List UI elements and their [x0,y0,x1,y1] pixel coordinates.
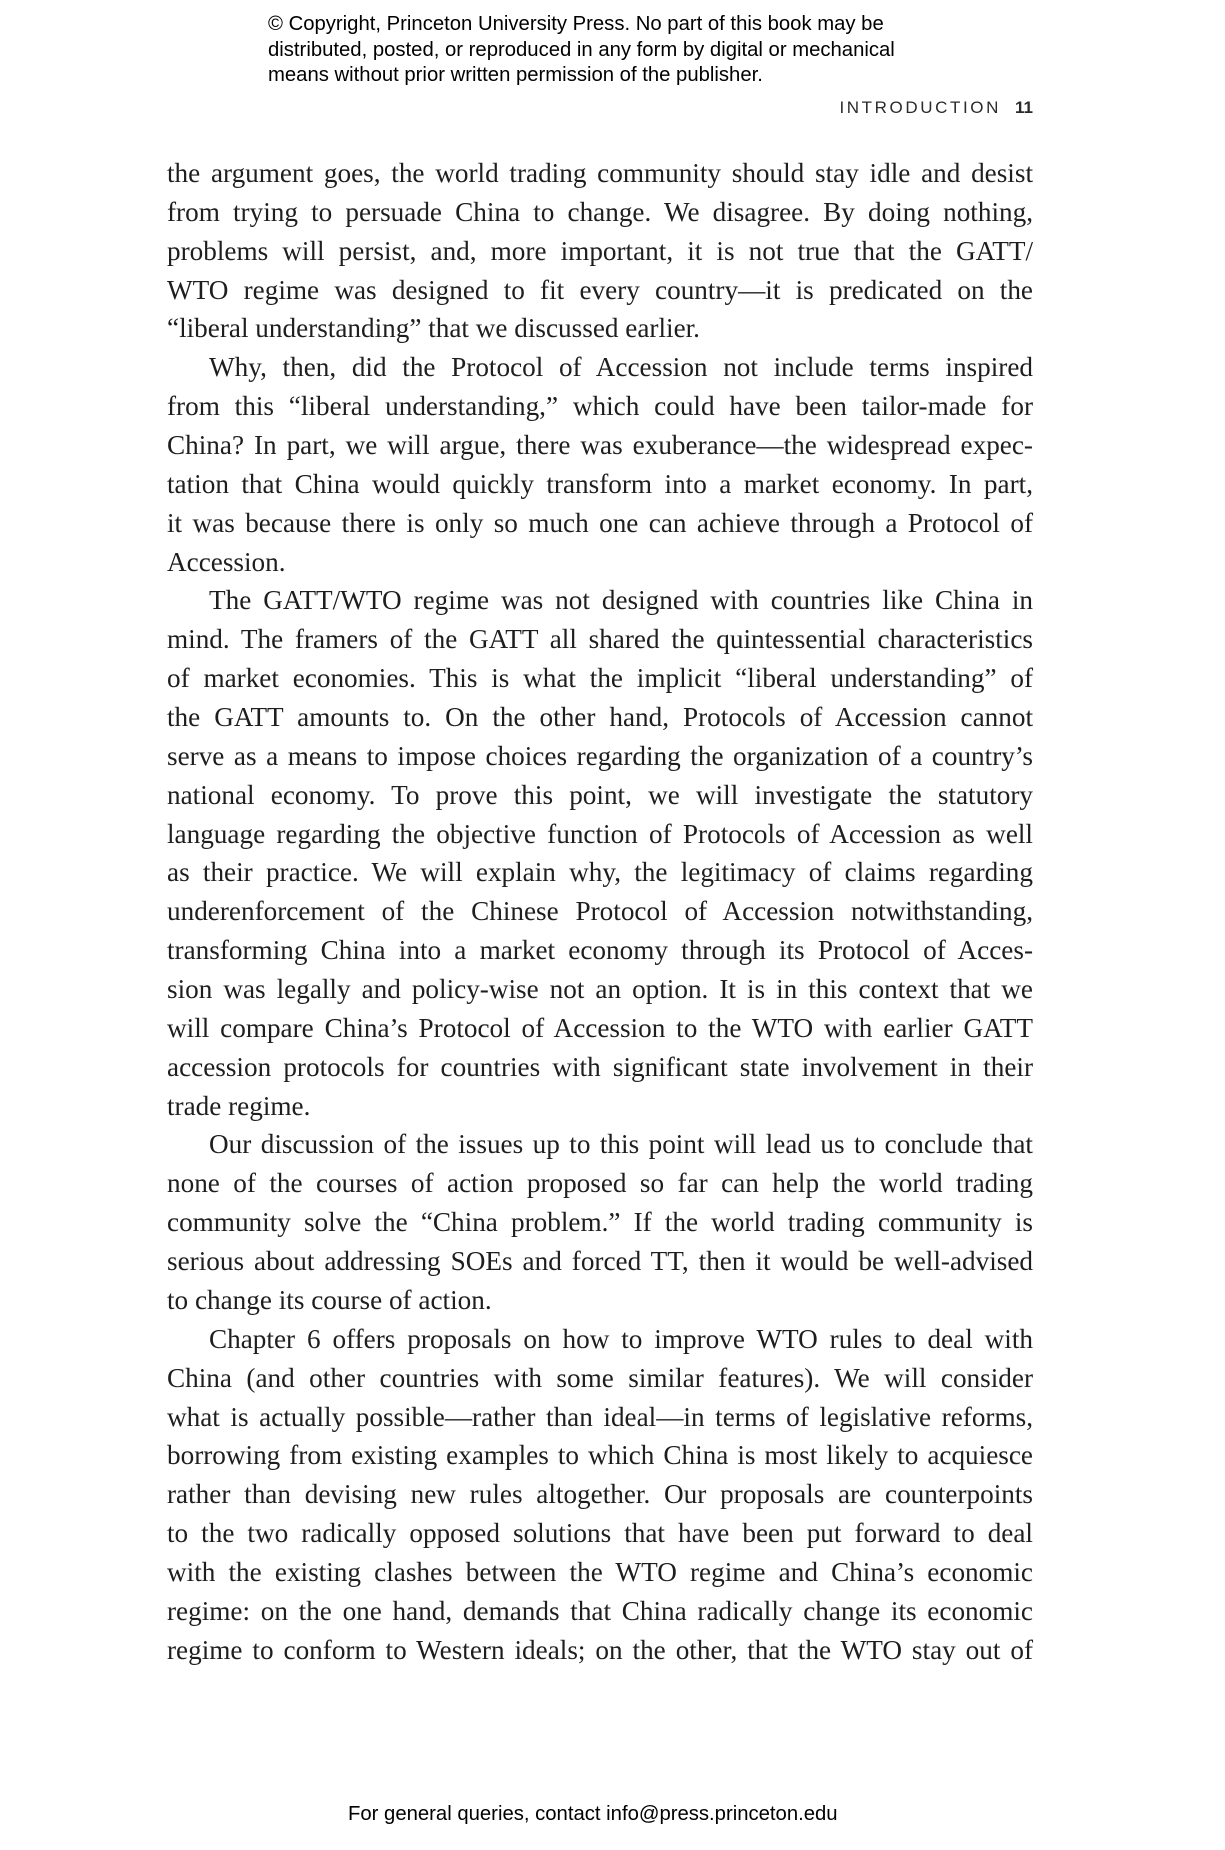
text-line: regime to conform to Western ideals; on the other, that the WTO stay out of [167,1634,1033,1665]
text-line: Our discussion of the issues up to this point will lead us to conclude that [209,1129,1033,1160]
text-line: what is actually possible—rather than ideal—in terms of legislative reforms, [167,1401,1033,1432]
footer-contact: For general queries, contact info@press.princeton.edu [348,1803,838,1825]
text-line: serious about addressing SOEs and forced TT, then it would be well-advised [167,1246,1033,1277]
text-line: Accession. [167,546,286,577]
text-line: mind. The framers of the GATT all shared the quintessential characteristics [167,624,1033,655]
text-line: WTO regime was designed to fit every country—it is predicated on the [167,274,1033,305]
paragraph [167,581,1033,1125]
text-line: sion was legally and policy-wise not an option. It is in this context that we [167,974,1033,1005]
text-line: it was because there is only so much one can achieve through a Protocol of [167,507,1033,538]
text-line: Chapter 6 offers proposals on how to improve WTO rules to deal with [209,1323,1033,1354]
copyright-line: © Copyright, Princeton University Press. No part of this book may be [268,13,884,35]
text-line: serve as a means to impose choices regarding the organization of a country’s [167,740,1033,771]
text-line: tation that China would quickly transform into a market economy. In part, [167,468,1033,499]
text-line: “liberal understanding” that we discussed earlier. [167,313,700,344]
text-line: to the two radically opposed solutions that have been put forward to deal [167,1518,1033,1549]
text-line: rather than devising new rules altogether. Our proposals are counterpoints [167,1479,1033,1510]
text-line: transforming China into a market economy through its Protocol of Acces- [167,935,1033,966]
body-text [167,154,1033,1670]
page-number: 11 [1015,98,1033,117]
text-line: Why, then, did the Protocol of Accession not include terms inspired [209,352,1033,383]
text-line: language regarding the objective function of Protocols of Accession as well [167,818,1033,849]
text-line: accession protocols for countries with significant state involvement in their [167,1051,1033,1082]
text-line: the argument goes, the world trading community should stay idle and desist [167,158,1033,188]
text-line: China (and other countries with some similar features). We will consider [167,1362,1033,1393]
text-line: borrowing from existing examples to which China is most likely to acquiesce [167,1440,1033,1471]
copyright-line: distributed, posted, or reproduced in any form by digital or mechanical [268,38,895,61]
paragraph [167,1125,1033,1319]
text-line: regime: on the one hand, demands that China radically change its economic [167,1595,1033,1626]
text-line: with the existing clashes between the WTO regime and China’s economic [167,1556,1033,1587]
text-line: community solve the “China problem.” If the world trading community is [167,1207,1033,1238]
copyright-line: means without prior written permission of the publisher. [268,64,763,86]
paragraph [167,348,1033,581]
text-line: as their practice. We will explain why, the legitimacy of claims regarding [167,857,1033,888]
text-line: to change its course of action. [167,1284,492,1315]
text-line: from trying to persuade China to change. We disagree. By doing nothing, [167,196,1033,227]
paragraph [167,154,1033,348]
running-head [700,98,1033,118]
text-line: China? In part, we will argue, there was exuberance—the widespread expec- [167,430,1033,461]
text-line: will compare China’s Protocol of Accession to the WTO with earlier GATT [167,1012,1033,1043]
text-line: none of the courses of action proposed so far can help the world trading [167,1168,1033,1199]
text-line: of market economies. This is what the implicit “liberal understanding” of [167,663,1033,694]
copyright-notice [268,12,988,89]
text-line: national economy. To prove this point, we will investigate the statutory [167,779,1033,810]
section-title: INTRODUCTION [839,98,1002,117]
paragraph [167,1320,1033,1670]
text-line: from this “liberal understanding,” which could have been tailor-made for [167,391,1033,422]
text-line: trade regime. [167,1090,311,1121]
text-line: the GATT amounts to. On the other hand, Protocols of Accession cannot [167,702,1033,733]
text-line: The GATT/WTO regime was not designed with countries like China in [209,585,1033,616]
text-line: problems will persist, and, more important, it is not true that the GATT/ [167,235,1033,266]
text-line: underenforcement of the Chinese Protocol of Accession notwithstanding, [167,896,1033,927]
